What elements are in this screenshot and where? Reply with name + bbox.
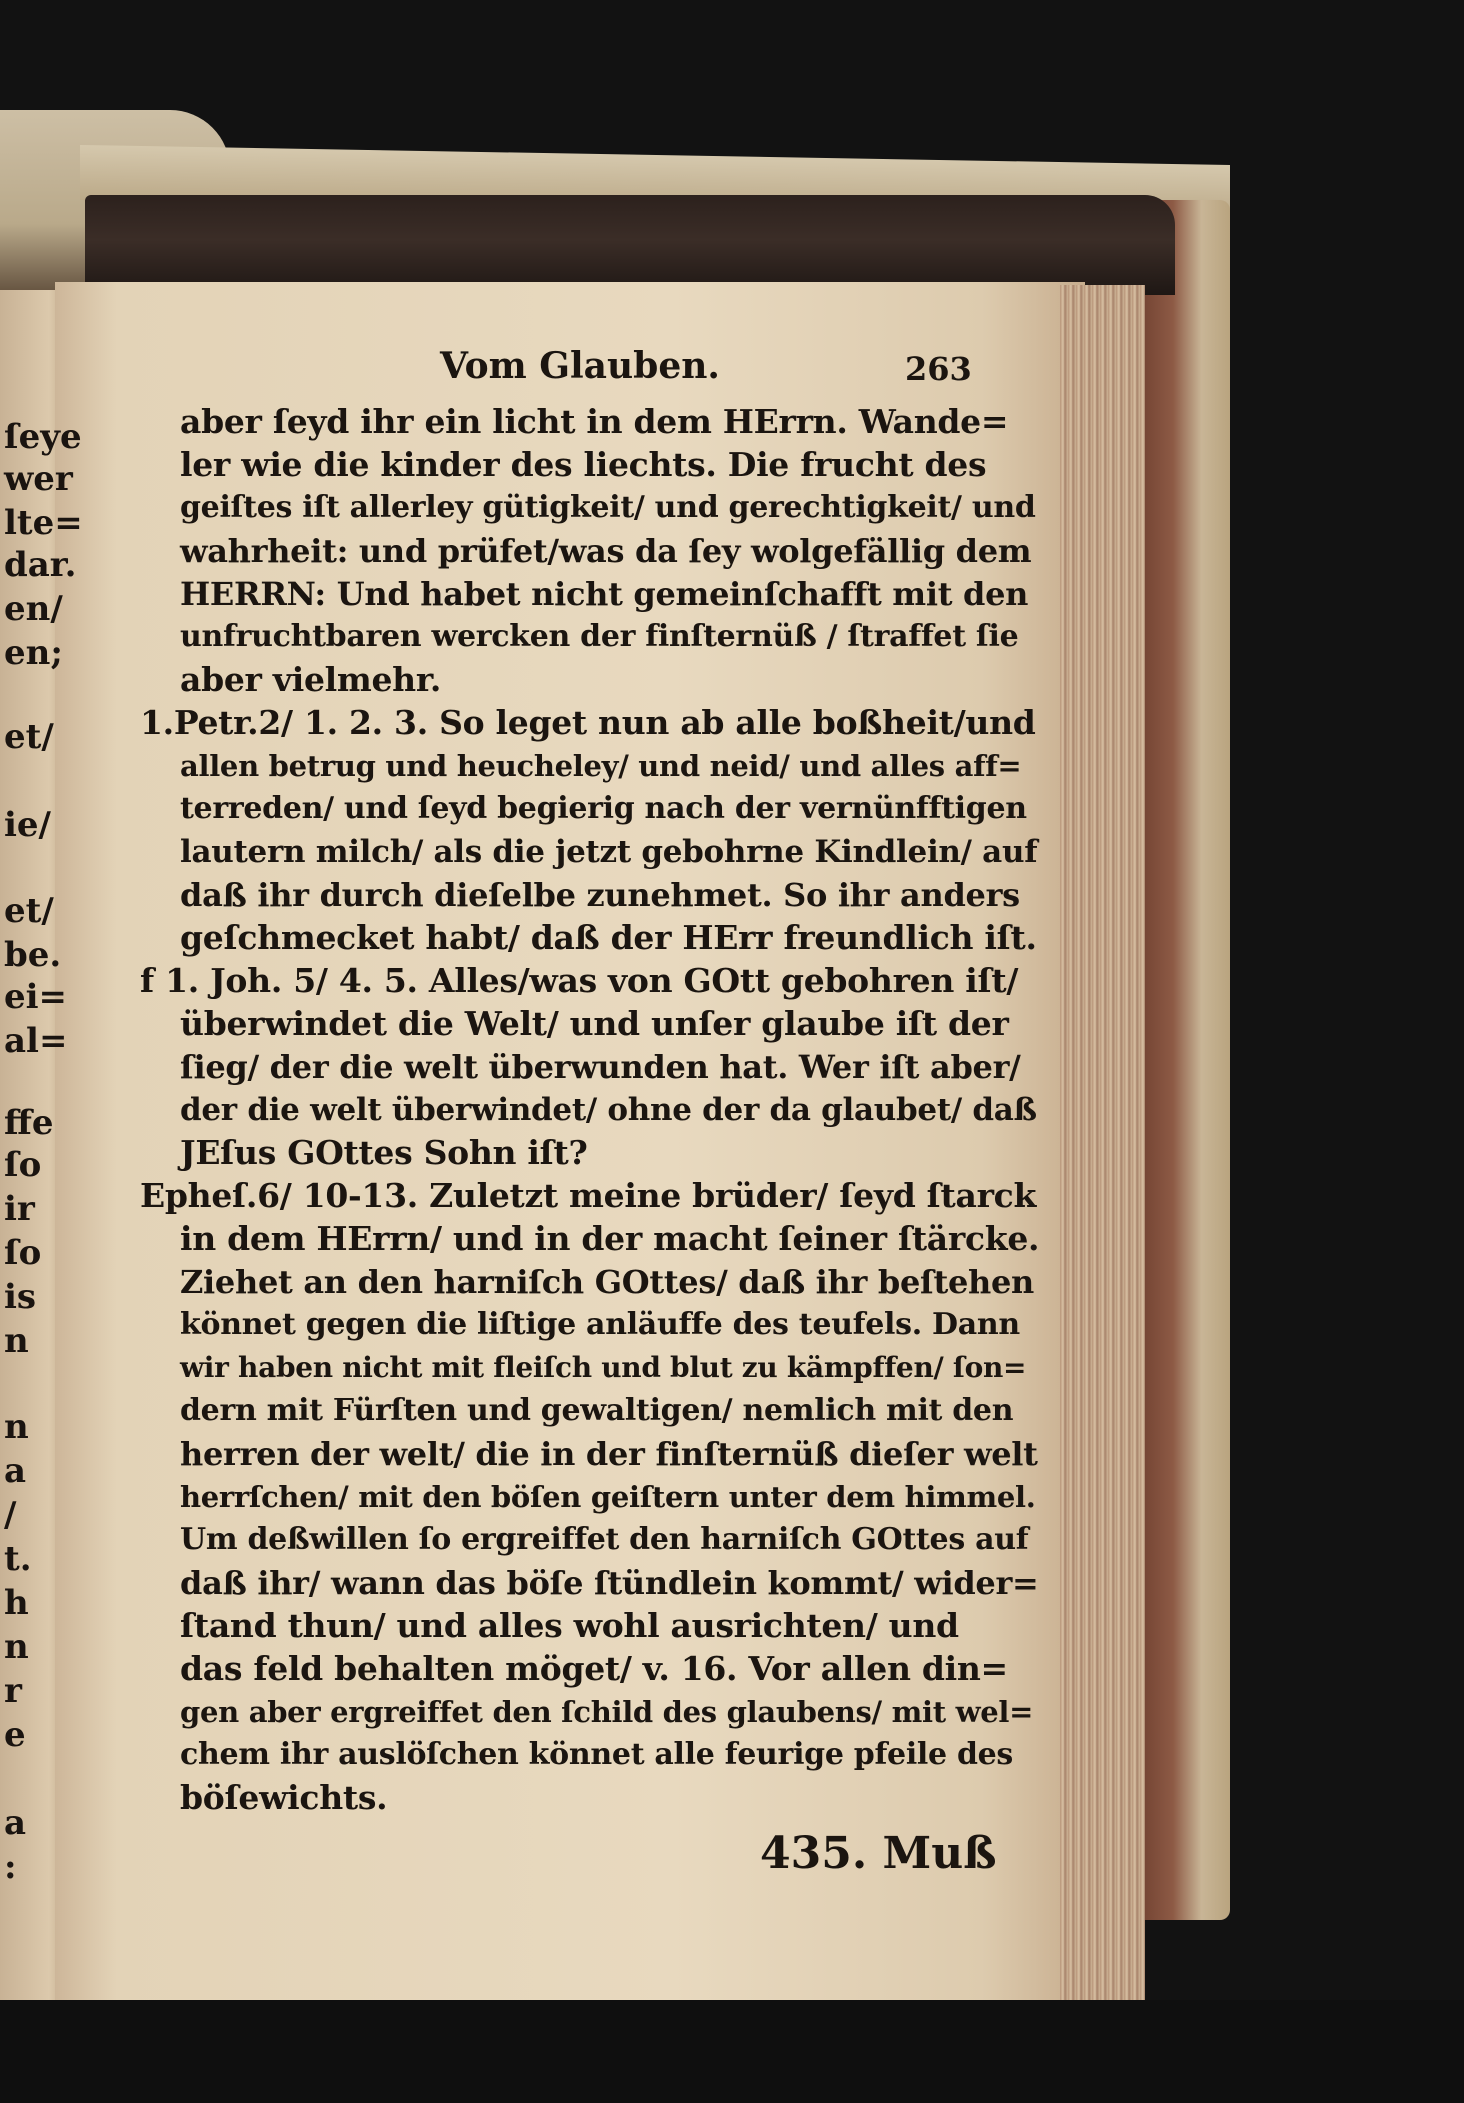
- text-line: geiſtes iſt allerley gütigkeit/ und gerechtigkeit/ und: [180, 490, 1036, 525]
- book-headband: [85, 195, 1175, 295]
- book-cover-edge: [1135, 200, 1230, 1920]
- left-fragment: dar.: [4, 545, 77, 585]
- text-line: Ziehet an den harniſch GOttes/ daß ihr beſtehen: [180, 1263, 1035, 1301]
- text-line: könnet gegen die liſtige anläuffe des teufels. Dann: [180, 1307, 1020, 1342]
- left-fragment: al=: [4, 1021, 68, 1061]
- left-fragment: e: [4, 1715, 26, 1755]
- text-line: allen betrug und heucheley/ und neid/ und alles aff=: [180, 749, 1022, 783]
- page-number: 263: [905, 350, 972, 388]
- text-line: Um deßwillen ſo ergreiffet den harniſch GOttes auf: [180, 1522, 1029, 1557]
- left-fragment: wer: [4, 459, 73, 499]
- text-line: f 1. Joh. 5/ 4. 5. Alles/was von GOtt gebohren iſt/: [140, 961, 1019, 1000]
- left-fragment: h: [4, 1583, 29, 1623]
- text-line: gen aber ergreiffet den ſchild des glaubens/ mit wel=: [180, 1695, 1034, 1729]
- text-line: terreden/ und ſeyd begierig nach der vernünfftigen: [180, 791, 1027, 826]
- left-fragment: ffe: [4, 1103, 54, 1143]
- left-fragment: r: [4, 1671, 22, 1711]
- text-line: ſtand thun/ und alles wohl ausrichten/ und: [180, 1606, 959, 1645]
- text-line: in dem HErrn/ und in der macht ſeiner ſtärcke.: [180, 1219, 1040, 1258]
- text-line: lautern milch/ als die jetzt gebohrne Kindlein/ auf: [180, 834, 1038, 870]
- left-fragment: ei=: [4, 977, 68, 1017]
- running-head: Vom Glauben.: [440, 345, 720, 387]
- text-line: Epheſ.6/ 10-13. Zuletzt meine brüder/ ſeyd ſtarck: [140, 1176, 1037, 1215]
- left-fragment: a: [4, 1803, 27, 1843]
- left-fragment: n: [4, 1627, 29, 1667]
- left-fragment: /: [4, 1495, 17, 1535]
- text-line: böſewichts.: [180, 1778, 388, 1817]
- left-fragment: n: [4, 1407, 29, 1447]
- text-line: ler wie die kinder des liechts. Die frucht des: [180, 445, 987, 484]
- left-fragment: et/: [4, 717, 54, 757]
- left-fragment: :: [4, 1847, 17, 1887]
- text-line: dern mit Fürſten und gewaltigen/ nemlich mit den: [180, 1393, 1014, 1428]
- left-fragment: ſo: [4, 1145, 42, 1185]
- left-fragment: ie/: [4, 805, 51, 845]
- text-line: ſieg/ der die welt überwunden hat. Wer iſt aber/: [180, 1048, 1021, 1086]
- catchword: 435. Muß: [760, 1828, 997, 1879]
- text-line: unfruchtbaren wercken der finſternüß / ſtraffet ſie: [180, 619, 1019, 654]
- text-line: chem ihr auslöſchen könnet alle feurige pfeile des: [180, 1737, 1014, 1772]
- left-fragment: en;: [4, 633, 63, 673]
- text-line: wahrheit: und prüfet/was da ſey wolgefällig dem: [180, 532, 1032, 570]
- text-line: herren der welt/ die in der finſternüß dieſer welt: [180, 1435, 1038, 1473]
- text-line: HERRN: Und habet nicht gemeinſchafft mit den: [180, 575, 1029, 613]
- text-line: überwindet die Welt/ und unſer glaube iſt der: [180, 1004, 1009, 1043]
- background-shadow: [0, 2000, 1464, 2103]
- text-line: daß ihr/ wann das böſe ſtündlein kommt/ wider=: [180, 1564, 1039, 1602]
- left-fragment: is: [4, 1277, 37, 1317]
- text-line: wir haben nicht mit fleiſch und blut zu kämpffen/ ſon=: [180, 1351, 1027, 1384]
- left-fragment: a: [4, 1451, 27, 1491]
- left-fragment: lte=: [4, 503, 83, 543]
- left-fragment: be.: [4, 935, 62, 975]
- text-line: daß ihr durch dieſelbe zunehmet. So ihr anders: [180, 876, 1020, 914]
- left-fragment: en/: [4, 589, 63, 629]
- left-fragment: n: [4, 1321, 29, 1361]
- left-fragment: t.: [4, 1539, 32, 1579]
- left-fragment: et/: [4, 891, 54, 931]
- text-line: der die welt überwindet/ ohne der da glaubet/ daß: [180, 1092, 1037, 1128]
- text-line: geſchmecket habt/ daß der HErr freundlich iſt.: [180, 918, 1037, 957]
- left-fragment: ſo: [4, 1233, 42, 1273]
- page-edges: [1060, 285, 1145, 2005]
- left-fragment: ſeye: [4, 417, 82, 457]
- text-line: aber vielmehr.: [180, 660, 442, 699]
- text-line: aber ſeyd ihr ein licht in dem HErrn. Wande=: [180, 402, 1009, 441]
- left-fragment: ir: [4, 1189, 35, 1229]
- text-line: JEſus GOttes Sohn iſt?: [180, 1133, 588, 1172]
- text-line: herrſchen/ mit den böſen geiſtern unter dem himmel.: [180, 1480, 1036, 1514]
- text-line: 1.Petr.2/ 1. 2. 3. So leget nun ab alle boßheit/und: [140, 703, 1036, 742]
- text-line: das feld behalten möget/ v. 16. Vor allen din=: [180, 1649, 1008, 1688]
